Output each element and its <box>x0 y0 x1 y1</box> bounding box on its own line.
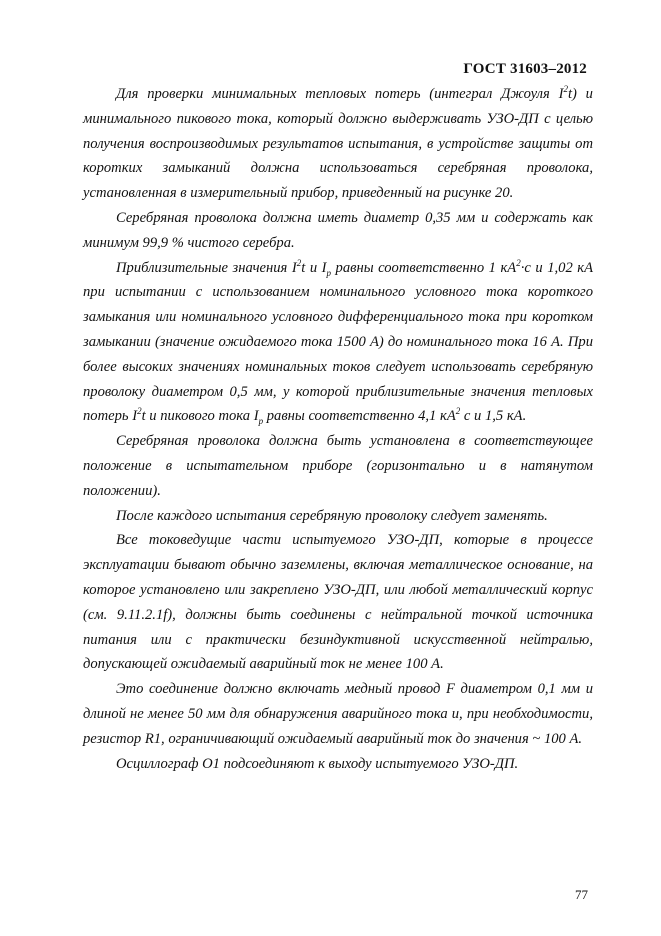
document-body <box>83 82 593 776</box>
paragraph-4: Серебряная проволока должна быть установлена в соответствующее положение в испытательном приборе (горизонтально и в натянутом положении). <box>83 433 593 499</box>
paragraph-1: Для проверки минимальных тепловых потерь (интеграл Джоуля $I^2t$) и минимального пикового тока, который должно выдерживать УЗО-ДП с целью получения воспроизводимых результатов испытания, в устройстве защиты от коротких замыканий должна использоваться серебряная проволока, установленная в измерительный прибор, приведенный на рисунке 20. <box>83 84 593 202</box>
paragraph-7: Это соединение должно включать медный провод F диаметром 0,1 мм и длиной не менее 50 мм для обнаружения аварийного тока и, при необходимости, резистор R1, ограничивающий ожидаемый аварийный ток до значения ~ 100 А. <box>83 681 593 747</box>
paragraph-5: После каждого испытания серебряную проволоку следует заменять. <box>116 507 548 524</box>
paragraph-6: Все токоведущие части испытуемого УЗО-ДП, которые в процессе эксплуатации бывают обычно заземлены, включая металлическое основание, на которое установлено или закреплено УЗО-ДП, или любой металлический корпус (см. 9.11.2.1f), должны быть соединены с нейтральной точкой источника питания или с практически безиндуктивной искусственной нейтралью, допускающей ожидаемый аварийный ток не менее 100 А. <box>83 532 593 673</box>
paragraph-8: Осциллограф O1 подсоединяют к выходу испытуемого УЗО-ДП. <box>116 755 519 772</box>
page-number: 77 <box>575 887 588 902</box>
document-header: ГОСТ 31603–2012 <box>463 61 587 77</box>
paragraph-2: Серебряная проволока должна иметь диаметр 0,35 мм и содержать как минимум 99,9 % чистого серебра. <box>83 209 593 251</box>
paragraph-3: Приблизительные значения $I^2t$ и $I_p$ равны соответственно 1 $кА^2\cdot с$ и 1,02 кА при испытании с использованием номинального условного тока короткого замыкания или номинального условного дифференциального тока при коротком замыкании (значение ожидаемого тока 1500 А) до номинального тока 16 А. При более высоких значениях номинальных токов следует использовать серебряную проволоку диаметром 0,5 мм, у которой приблизительные значения тепловых потерь $I^2t$ и пикового тока $I_p$ равны соответственно 4,1 $кА^2$ с и 1,5 кА. <box>83 257 594 427</box>
